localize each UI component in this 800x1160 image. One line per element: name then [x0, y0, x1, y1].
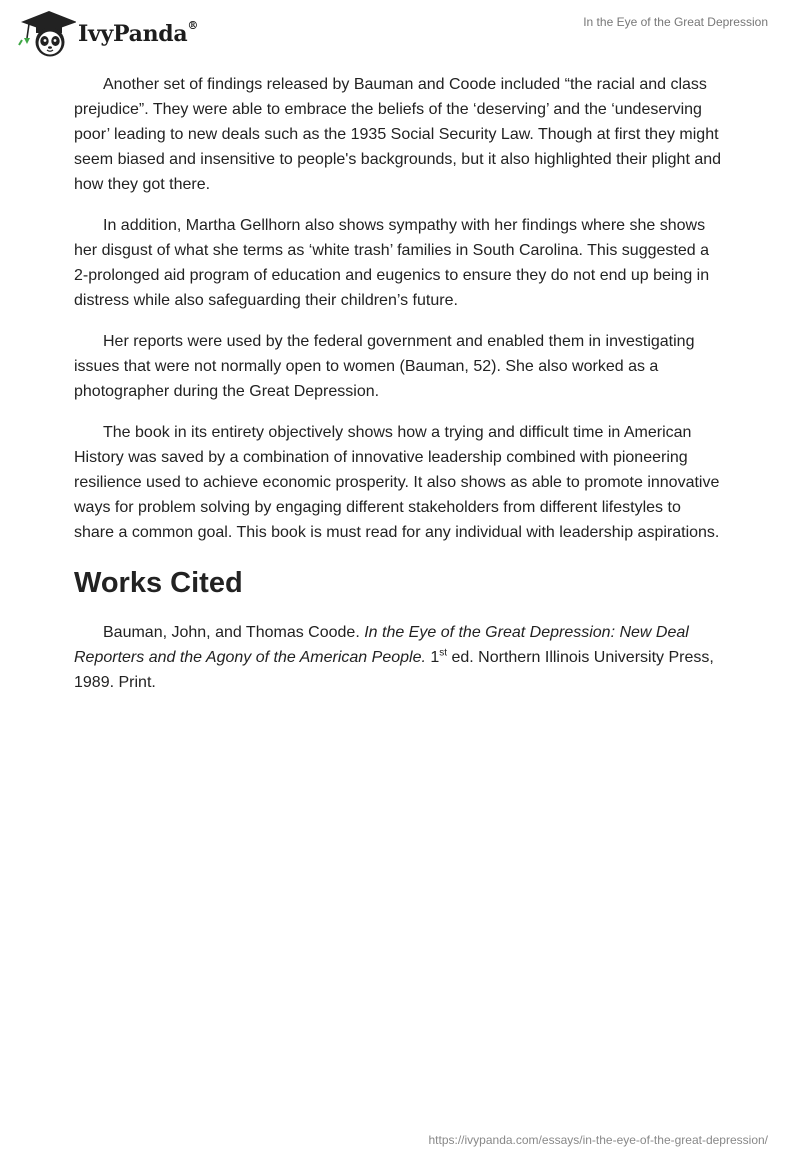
essay-body [74, 72, 724, 711]
paragraph-2: In addition, Martha Gellhorn also shows sympathy with her findings where she shows her disgust of what she terms as ‘white trash’ families in South Carolina. This suggested a 2-prolonged aid program of education and eugenics to ensure they do not end up being in distress while also safeguarding their children’s future. [74, 217, 710, 309]
citation-edition: 1 [425, 649, 440, 666]
panda-graduate-icon [14, 8, 76, 58]
source-url[interactable]: https://ivypanda.com/essays/in-the-eye-of-the-great-depression/ [428, 1133, 768, 1147]
works-cited-heading: Works Cited [74, 567, 243, 599]
paragraph-4: The book in its entirety objectively shows how a trying and difficult time in American History was saved by a combination of innovative leadership combined with pioneering resilience used to achieve economic prosperity. It also shows as able to promote innovative ways for problem solving by engaging different stakeholders from different lifestyles to share a common goal. This book is must read for any individual with leadership aspirations. [74, 424, 720, 541]
paragraph-1: Another set of findings released by Bauman and Coode included “the racial and class prejudice”. They were able to embrace the beliefs of the ‘deserving’ and the ‘undeserving poor’ leading to new deals such as the 1935 Social Security Law. Though at first they might seem biased and insensitive to people's backgrounds, but it also highlighted their plight and how they got there. [74, 76, 722, 193]
citation-publisher: ed. Northern Illinois University Press, 1989. Print. [74, 649, 714, 691]
brand-name: IvyPanda® [78, 19, 199, 47]
citation-entry [74, 620, 724, 695]
citation-title: In the Eye of the Great Depression: New Deal Reporters and the Agony of the American People. [74, 624, 689, 666]
paragraph-3: Her reports were used by the federal government and enabled them in investigating issues that were not normally open to women (Bauman, 52). She also worked as a photographer during the Great Depression. [74, 333, 695, 400]
document-title: In the Eye of the Great Depression [583, 15, 768, 29]
citation-authors: Bauman, John, and Thomas Coode. [103, 624, 365, 641]
registered-mark: ® [187, 19, 199, 32]
page-header [0, 0, 800, 70]
citation-edition-suffix: st [439, 647, 448, 659]
brand-logo[interactable] [14, 8, 198, 58]
